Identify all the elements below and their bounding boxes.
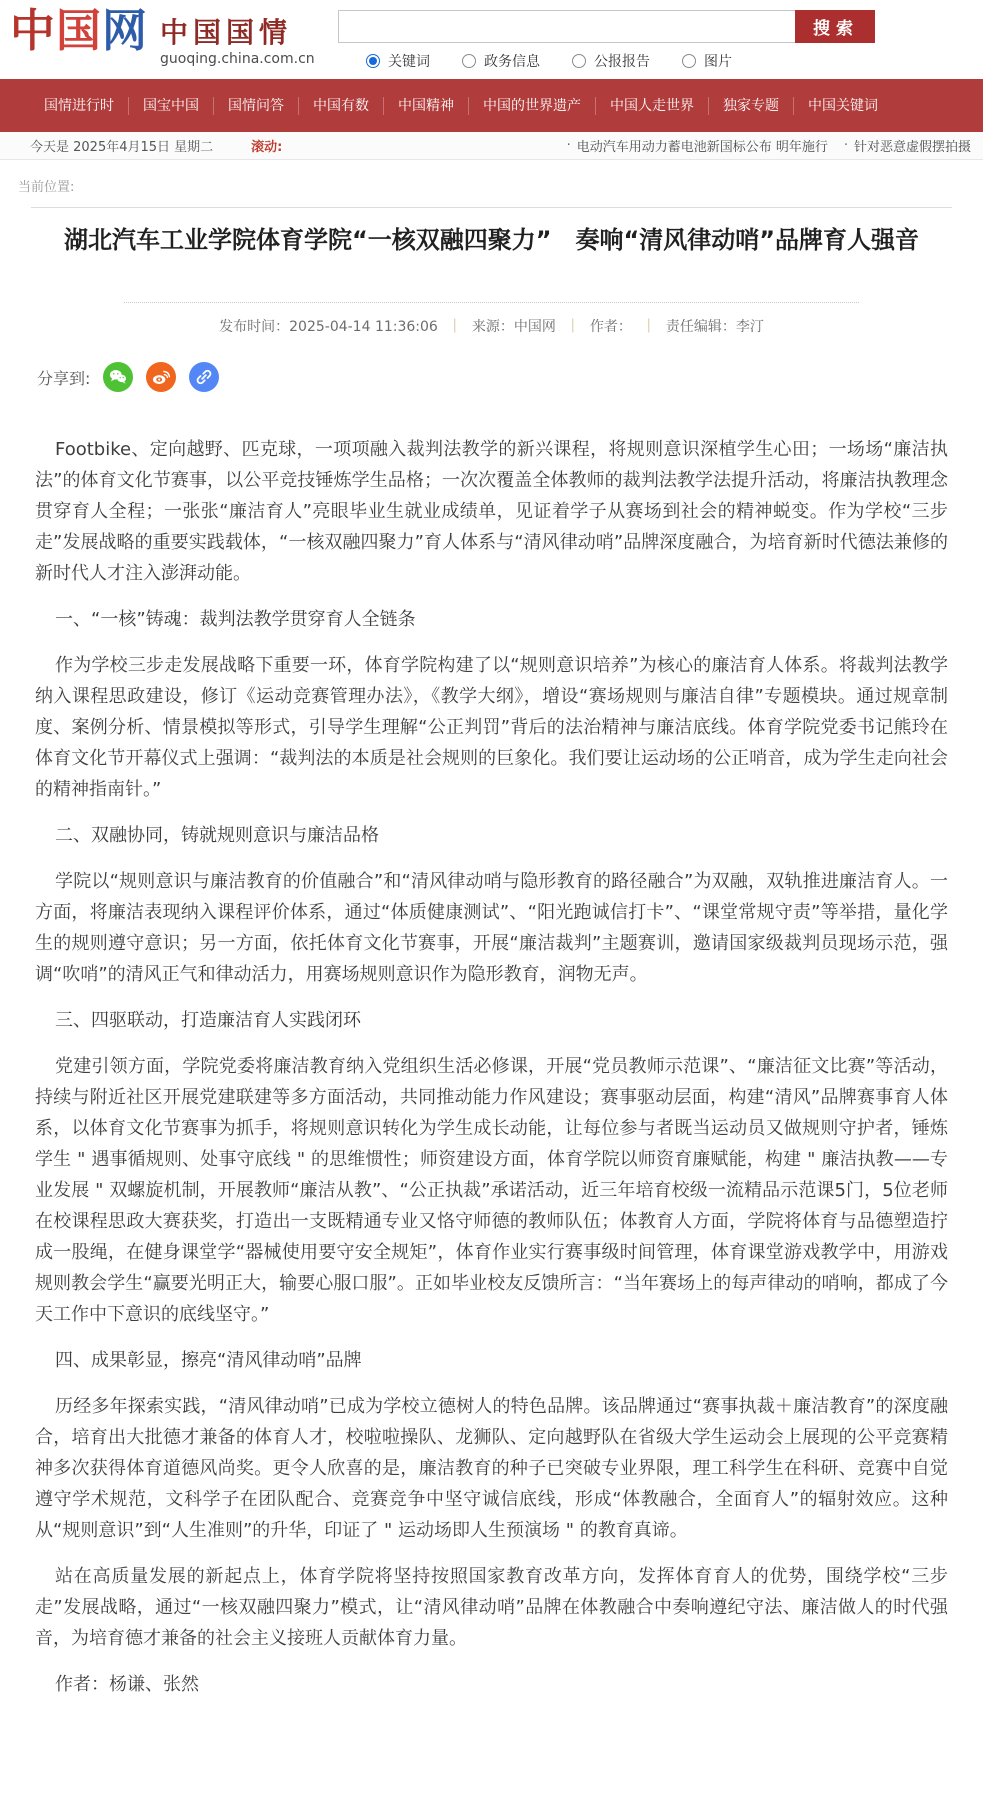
radio-label: 图片 (704, 54, 732, 70)
logo-domain: guoqing.china.com.cn (160, 51, 315, 67)
radio-icon[interactable] (462, 54, 476, 68)
nav-item[interactable]: 中国精神 (384, 97, 469, 115)
share-wechat-button[interactable] (103, 362, 133, 392)
nav-item[interactable]: 国宝中国 (129, 97, 214, 115)
bullet-icon: · (566, 138, 571, 153)
ticker-item-text: 针对恶意虚假摆拍摄 (853, 140, 971, 155)
article-paragraph: 一、“一核”铸魂：裁判法教学贯穿育人全链条 (55, 609, 416, 630)
radio-icon[interactable] (682, 54, 696, 68)
nav-item[interactable]: 国情问答 (214, 97, 299, 115)
radio-label: 公报报告 (594, 54, 650, 70)
main-nav-list (30, 97, 892, 115)
nav-item[interactable]: 国情进行时 (30, 97, 129, 115)
logo-char-guo: 国 (56, 4, 103, 57)
logo-site-name: 中国国情 (160, 16, 293, 49)
site-logo[interactable] (10, 2, 315, 67)
search-scope-radio-option[interactable] (572, 51, 650, 71)
article-paragraph: 作为学校三步走发展战略下重要一环，体育学院构建了以“规则意识培养”为核心的廉洁育人体系。将裁判法教学纳入课程思政建设，修订《运动竞赛管理办法》，《教学大纲》，增设“赛场规则与廉洁自律”专题模块。通过规章制度、案例分析、情景模拟等形式，引导学生理解“公正判罚”背后的法治精神与廉洁底线。体育学院党委书记熊玲在体育文化节开幕仪式上强调：“裁判法的本质是社会规则的巨象化。我们要让运动场的公正哨音，成为学生走向社会的精神指南针。” (35, 655, 948, 800)
bullet-icon: · (843, 138, 848, 153)
article-paragraph: Footbike、定向越野、匹克球，一项项融入裁判法教学的新兴课程，将规则意识深植学生心田；一场场“廉洁执法”的体育文化节赛事，以公平竞技锤炼学生品格；一次次覆盖全体教师的裁判法教学法提升活动，将廉洁执教理念贯穿育人全程；一张张“廉洁育人”亮眼毕业生就业成绩单，见证着学子从赛场到社会的精神蜕变。作为学校“三步走”发展战略的重要实践载体，“一核双融四聚力”育人体系与“清风律动哨”品牌深度融合，为培育新时代德法兼修的新时代人才注入澎湃动能。 (35, 439, 948, 584)
logo-wordmark (10, 2, 148, 60)
nav-item[interactable]: 中国有数 (299, 97, 384, 115)
meta-source: 来源：中国网 (471, 319, 556, 335)
article-paragraph: 站在高质量发展的新起点上，体育学院将坚持按照国家教育改革方向，发挥体育育人的优势，围绕学校“三步走”发展战略，通过“一核双融四聚力”模式，让“清风律动哨”品牌在体教融合中奏响遵纪守法、廉洁做人的时代强音，为培育德才兼备的社会主义接班人贡献体育力量。 (35, 1566, 948, 1649)
site-header (0, 0, 983, 79)
search-scope-radio-option[interactable] (366, 51, 430, 71)
radio-label: 政务信息 (484, 54, 540, 70)
ticker-items (567, 136, 971, 155)
search-scope-options (366, 51, 732, 71)
ticker-item-text: 电动汽车用动力蓄电池新国标公布 明年施行 (576, 140, 828, 155)
ticker-scroll-label: 滚动: (251, 140, 283, 155)
share-link-button[interactable] (189, 362, 219, 392)
wechat-icon (107, 366, 129, 388)
weibo-icon (150, 366, 172, 388)
article-paragraph: 作者：杨谦、张然 (55, 1674, 199, 1695)
article-paragraph: 四、成果彰显，擦亮“清风律动哨”品牌 (55, 1350, 362, 1371)
share-weibo-button[interactable] (146, 362, 176, 392)
search-bar (338, 10, 875, 43)
ticker-item[interactable] (844, 136, 971, 155)
nav-item[interactable]: 中国关键词 (808, 97, 878, 114)
article-body (31, 434, 952, 1700)
meta-separator: ｜ (641, 319, 656, 335)
logo-site-block (160, 18, 315, 67)
radio-icon[interactable] (572, 54, 586, 68)
search-scope-radio-option[interactable] (462, 51, 540, 71)
article-paragraph: 学院以“规则意识与廉洁教育的价值融合”和“清风律动哨与隐形教育的路径融合”为双融，双轨推进廉洁育人。一方面，将廉洁表现纳入课程评价体系，通过“体质健康测试”、“阳光跑诚信打卡”、“课堂常规守责”等举措，量化学生的规则遵守意识；另一方面，依托体育文化节赛事，开展“廉洁裁判”主题赛训，邀请国家级裁判员现场示范，强调“吹哨”的清风正气和律动活力，用赛场规则意识作为隐形教育，润物无声。 (35, 871, 948, 985)
search-input[interactable] (338, 10, 795, 43)
link-icon (193, 366, 215, 388)
meta-separator: ｜ (565, 319, 580, 335)
logo-char-zhong: 中 (10, 4, 57, 57)
nav-item[interactable]: 中国的世界遗产 (469, 97, 596, 115)
radio-icon[interactable] (366, 54, 380, 68)
article-container (31, 207, 952, 1760)
meta-publish-time: 发布时间：2025-04-14 11:36:06 (219, 319, 438, 335)
article-meta (124, 302, 859, 336)
ticker-item[interactable] (567, 136, 828, 155)
search-scope-radio-option[interactable] (682, 51, 732, 71)
search-button[interactable]: 搜索 (795, 10, 875, 43)
ticker-date: 今天是 2025年4月15日 星期二 (30, 140, 214, 155)
nav-item[interactable]: 中国人走世界 (596, 97, 709, 115)
share-label: 分享到: (37, 368, 91, 388)
article-paragraph: 党建引领方面，学院党委将廉洁教育纳入党组织生活必修课，开展“党员教师示范课”、“廉洁征文比赛”等活动，持续与附近社区开展党建联建等多方面活动，共同推动能力作风建设；赛事驱动层面，构建“清风”品牌赛事育人体系，以体育文化节赛事为抓手，将规则意识转化为学生成长动能，让每位参与者既当运动员又做规则守护者，锤炼学生 " 遇事循规则、处事守底线 " 的思维惯性；师资建设方面，体育学院以师资育廉赋能，构建 " 廉洁执教——专业发展 " 双螺旋机制，开展教师“廉洁从教”、“公正执裁”承诺活动，近三年培育校级一流精品示范课5门，5位老师在校课程思政大赛获奖，打造出一支既精通专业又恪守师德的教师队伍；体教育人方面，学院将体育与品德塑造拧成一股绳，在健身课堂学“器械使用要守安全规矩”，体育作业实行赛事级时间管理，体育课堂游戏教学中，用游戏规则教会学生“赢要光明正大，输要心服口服”。正如毕业校友反馈所言：“当年赛场上的每声律动的哨响，都成了今天工作中下意识的底线坚守。” (35, 1056, 948, 1325)
article-paragraph: 历经多年探索实践，“清风律动哨”已成为学校立德树人的特色品牌。该品牌通过“赛事执裁＋廉洁教育”的深度融合，培育出大批德才兼备的体育人才，校啦啦操队、龙狮队、定向越野队在省级大学生运动会上展现的公平竞赛精神多次获得体育道德风尚奖。更令人欣喜的是，廉洁教育的种子已突破专业界限，理工科学生在科研、竞赛中自觉遵守学术规范，文科学子在团队配合、竞赛竞争中坚守诚信底线，形成“体教融合，全面育人”的辐射效应。这种从“规则意识”到“人生准则”的升华，印证了 " 运动场即人生预演场 " 的教育真谛。 (35, 1396, 948, 1541)
news-ticker (0, 132, 983, 160)
meta-editor: 责任编辑：李汀 (665, 319, 764, 335)
meta-author: 作者： (589, 319, 632, 335)
nav-item[interactable]: 独家专题 (709, 97, 794, 115)
share-row (37, 362, 952, 392)
breadcrumb: 当前位置: (18, 180, 75, 195)
article-paragraph: 三、四驱联动，打造廉洁育人实践闭环 (55, 1010, 361, 1031)
page-title: 湖北汽车工业学院体育学院“一核双融四聚力” 奏响“清风律动哨”品牌育人强音 (63, 226, 920, 254)
main-nav (0, 79, 983, 132)
article-paragraph: 二、双融协同，铸就规则意识与廉洁品格 (55, 825, 379, 846)
logo-char-wang: 网 (102, 4, 149, 57)
radio-label: 关键词 (388, 54, 430, 70)
meta-separator: ｜ (447, 319, 462, 335)
